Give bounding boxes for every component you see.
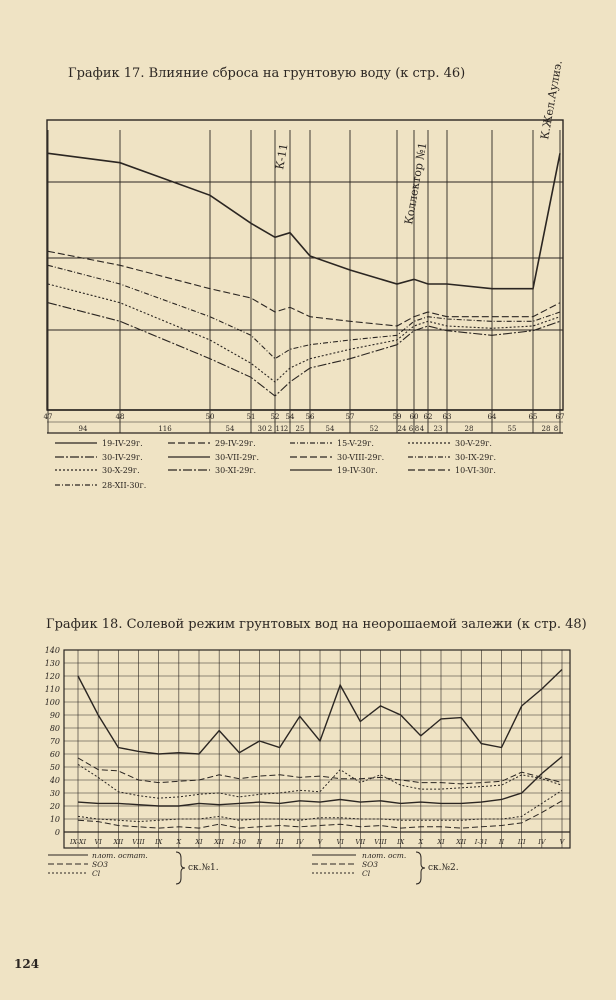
chart18-x-tick: I-30 bbox=[232, 838, 246, 846]
chart17-station-label: 47 bbox=[43, 413, 53, 421]
chart18-x-tick: V bbox=[559, 838, 565, 846]
chart17-title: График 17. Влияние сброса на грунтовую воду (к стр. 46) bbox=[68, 66, 466, 81]
chart18-y-tick: 120 bbox=[44, 672, 60, 681]
chart18-y-tick: 90 bbox=[49, 711, 60, 720]
chart17-legend-label: 19-IV-30г. bbox=[337, 466, 378, 475]
chart18-x-tick: XI bbox=[195, 838, 203, 846]
chart18-legend1-brace bbox=[176, 852, 185, 884]
chart18-x-tick: IV bbox=[296, 838, 304, 846]
chart17-segment-label: 28 bbox=[464, 425, 474, 433]
chart18-legend1-label: SO3 bbox=[92, 860, 109, 869]
chart17-station-label: 52 bbox=[270, 413, 280, 421]
chart17-annotation-k11: К-11 bbox=[273, 142, 291, 171]
chart17-legend-label: 30-IV-29г. bbox=[102, 453, 143, 462]
chart18-legend1-label: Cl bbox=[92, 869, 101, 878]
chart18-y-tick: 30 bbox=[49, 789, 60, 798]
chart17-segment-label: 4 bbox=[419, 425, 425, 433]
chart18-y-tick: 60 bbox=[49, 750, 60, 759]
chart18-x-tick: IX bbox=[397, 838, 405, 846]
chart18-x-tick: II bbox=[256, 838, 263, 846]
chart17-station-label: 50 bbox=[205, 413, 215, 421]
page-number: 124 bbox=[14, 957, 40, 971]
chart17-legend-label: 15-V-29г. bbox=[337, 439, 374, 448]
chart17-legend-label: 28-XII-30г. bbox=[102, 481, 147, 490]
chart17-segment-label: 2 bbox=[267, 425, 273, 433]
chart18-legend2-brace bbox=[416, 852, 425, 884]
chart17-legend-label: 30-X-29г. bbox=[102, 466, 140, 475]
chart17-segment-label: 23 bbox=[433, 425, 443, 433]
chart18-x-tick: VII bbox=[355, 838, 366, 846]
chart18-legend1-label: плот. остат. bbox=[92, 851, 148, 860]
chart17-legend-label: 10-VI-30г. bbox=[455, 466, 496, 475]
chart18-y-tick: 20 bbox=[49, 802, 60, 811]
chart18-x-tick: I-31 bbox=[474, 838, 488, 846]
chart18-x-tick: XI bbox=[437, 838, 445, 846]
chart17-station-label: 56 bbox=[305, 413, 315, 421]
chart18-legend2-group: ск.№2. bbox=[428, 863, 459, 873]
chart18-legend2-label: плот. ост. bbox=[362, 851, 407, 860]
chart17-legend-label: 29-IV-29г. bbox=[215, 439, 256, 448]
chart18-y-tick: 70 bbox=[49, 737, 60, 746]
chart17-legend-label: 30-VII-29г. bbox=[215, 453, 260, 462]
chart17-legend-label: 30-V-29г. bbox=[455, 439, 492, 448]
chart18-y-tick: 10 bbox=[49, 815, 60, 824]
chart17-station-label: 62 bbox=[423, 413, 433, 421]
chart18-x-tick: IV bbox=[538, 838, 546, 846]
chart17-segment-label: 24 bbox=[397, 425, 407, 433]
chart17-segment-label: 116 bbox=[158, 425, 172, 433]
chart17-segment-label: 2 bbox=[283, 425, 289, 433]
chart18-x-tick: VI bbox=[94, 838, 102, 846]
chart18-x-tick: III bbox=[517, 838, 526, 846]
chart17-segment-label: 30 bbox=[257, 425, 267, 433]
chart17-legend-label: 30-IX-29г. bbox=[455, 453, 497, 462]
chart17-annotation-collector: Коллектор №1 bbox=[402, 141, 430, 226]
chart18-y-tick: 50 bbox=[49, 763, 60, 772]
chart17-segment-label: 54 bbox=[225, 425, 235, 433]
chart17-station-label: 57 bbox=[345, 413, 355, 421]
chart17-station-label: 64 bbox=[487, 413, 497, 421]
chart18-x-tick: XII bbox=[214, 838, 225, 846]
chart18-x-tick: IX bbox=[155, 838, 163, 846]
chart17-legend-label: 19-IV-29г. bbox=[102, 439, 143, 448]
chart18-x-tick: VIII bbox=[132, 838, 145, 846]
chart17-segment-label: 55 bbox=[507, 425, 517, 433]
chart17-segment-label: 8 bbox=[414, 425, 420, 433]
chart18-x-tick: IX-XI bbox=[69, 838, 87, 846]
chart17-station-label: 51 bbox=[246, 413, 256, 421]
chart17-segment-label: 6 bbox=[408, 425, 414, 433]
chart18-x-tick: VIII bbox=[374, 838, 387, 846]
chart18-legend2-label: SO3 bbox=[362, 860, 379, 869]
chart17-segment-label: 8 bbox=[553, 425, 559, 433]
chart17-station-label: 54 bbox=[285, 413, 295, 421]
chart17-legend-label: 30-XI-29г. bbox=[215, 466, 257, 475]
chart17-station-label: 63 bbox=[442, 413, 452, 421]
chart17-segment-label: 11 bbox=[275, 425, 285, 433]
chart18-y-tick: 40 bbox=[49, 776, 60, 785]
chart18-y-tick: 130 bbox=[44, 659, 60, 668]
chart18-x-tick: XII bbox=[456, 838, 467, 846]
chart17-annotation-aulie: К.Жел.Аулиэ. bbox=[538, 59, 565, 141]
chart17-legend-label: 30-VIII-29г. bbox=[337, 453, 385, 462]
chart17-station-label: 65 bbox=[528, 413, 538, 421]
chart18-y-tick: 100 bbox=[44, 698, 60, 707]
chart18-x-tick: III bbox=[275, 838, 284, 846]
chart18-y-tick: 0 bbox=[54, 828, 60, 837]
chart17-segment-label: 94 bbox=[78, 425, 88, 433]
chart17-segment-label: 54 bbox=[325, 425, 335, 433]
chart18-x-tick: XII bbox=[113, 838, 124, 846]
chart18-x-tick: VI bbox=[336, 838, 344, 846]
chart18-legend1-group: ск.№1. bbox=[188, 863, 219, 873]
chart17-station-label: 60 bbox=[409, 413, 419, 421]
chart18-y-tick: 110 bbox=[44, 685, 60, 694]
chart17-segment-label: 52 bbox=[369, 425, 379, 433]
chart18-x-tick: X bbox=[176, 838, 182, 846]
chart17-station-label: 67 bbox=[555, 413, 565, 421]
chart18-y-tick: 140 bbox=[44, 646, 60, 655]
chart18-x-tick: V bbox=[317, 838, 323, 846]
chart17-segment-label: 25 bbox=[295, 425, 305, 433]
chart18-x-tick: X bbox=[418, 838, 424, 846]
chart17-station-label: 48 bbox=[115, 413, 125, 421]
chart18-y-tick: 80 bbox=[49, 724, 60, 733]
chart17-segment-label: 28 bbox=[541, 425, 551, 433]
chart17-station-label: 59 bbox=[392, 413, 402, 421]
chart18-legend2-label: Cl bbox=[362, 869, 371, 878]
chart18-x-tick: II bbox=[498, 838, 505, 846]
chart18-title: График 18. Солевой режим грунтовых вод на неорошаемой залежи (к стр. 48) bbox=[46, 617, 587, 632]
